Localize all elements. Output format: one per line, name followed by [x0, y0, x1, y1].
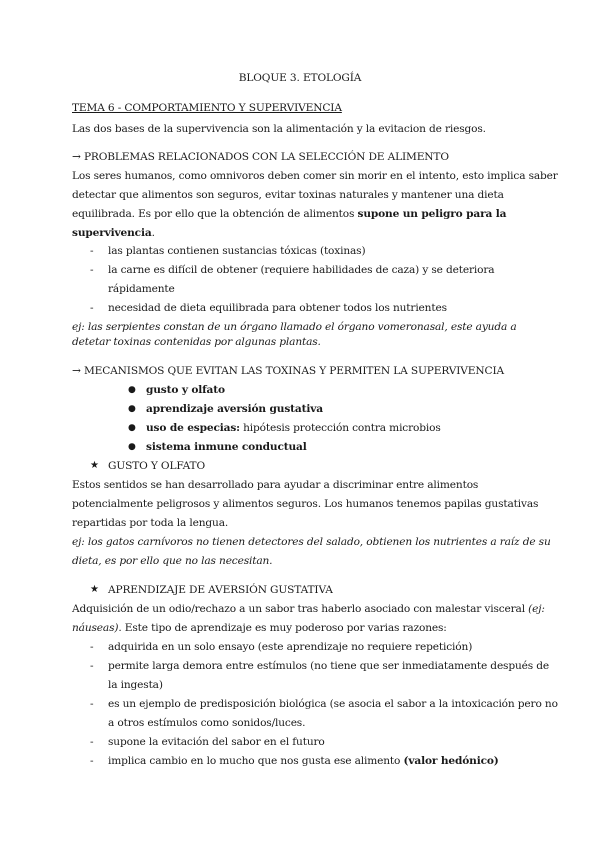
paragraph-line: potencialmente peligrosos y alimentos seguros. Los humanos tenemos papilas gustativas [72, 498, 539, 510]
bullet-item: sistema inmune conductual [146, 441, 307, 453]
dash-marker: - [90, 245, 94, 257]
paragraph-line: Los seres humanos, como omnivoros deben comer sin morir en el intento, esto implica saber [72, 170, 558, 182]
section-heading-problemas: → PROBLEMAS RELACIONADOS CON LA SELECCIÓN DE ALIMENTO [72, 151, 449, 163]
list-item: implica cambio en lo mucho que nos gusta ese alimento (valor hedónico) [108, 755, 499, 767]
dash-marker: - [90, 755, 94, 767]
bullet-marker: ● [128, 385, 136, 395]
bullet-marker: ● [128, 423, 136, 433]
dash-marker: - [90, 264, 94, 276]
star-icon: ★ [90, 460, 99, 471]
star-icon: ★ [90, 584, 99, 595]
bullet-marker: ● [128, 442, 136, 452]
list-item-continuation: la ingesta) [108, 679, 163, 691]
list-item-continuation: a otros estímulos como sonidos/luces. [108, 717, 306, 729]
intro-text: Las dos bases de la supervivencia son la alimentación y la evitacion de riesgos. [72, 123, 486, 135]
example-line: dieta, es por ello que no las necesitan. [72, 555, 273, 567]
bullet-marker: ● [128, 404, 136, 414]
list-item: la carne es difícil de obtener (requiere habilidades de caza) y se deteriora [108, 264, 495, 276]
subsection-heading-gusto: GUSTO Y OLFATO [108, 460, 205, 472]
tema-title: TEMA 6 - COMPORTAMIENTO Y SUPERVIVENCIA [72, 102, 342, 114]
list-item-continuation: rápidamente [108, 283, 175, 295]
list-item: es un ejemplo de predisposición biológica (se asocia el sabor a la intoxicación pero no [108, 698, 558, 710]
dash-marker: - [90, 302, 94, 314]
list-item: adquirida en un solo ensayo (este aprendizaje no requiere repetición) [108, 641, 473, 653]
list-item: supone la evitación del sabor en el futuro [108, 736, 325, 748]
dash-marker: - [90, 698, 94, 710]
bullet-item: uso de especias: hipótesis protección contra microbios [146, 422, 441, 434]
dash-marker: - [90, 641, 94, 653]
paragraph-line: Estos sentidos se han desarrollado para ayudar a discriminar entre alimentos [72, 479, 479, 491]
list-item: las plantas contienen sustancias tóxicas (toxinas) [108, 245, 366, 257]
dash-marker: - [90, 660, 94, 672]
section-heading-mecanismos: → MECANISMOS QUE EVITAN LAS TOXINAS Y PERMITEN LA SUPERVIVENCIA [72, 365, 504, 377]
paragraph-line: supervivencia. [72, 227, 155, 239]
example-line: ej: las serpientes constan de un órgano llamado el órgano vomeronasal, este ayuda a [72, 321, 517, 333]
subsection-heading-aversion: APRENDIZAJE DE AVERSIÓN GUSTATIVA [108, 584, 333, 596]
page-title: BLOQUE 3. ETOLOGÍA [238, 72, 362, 84]
paragraph-line: náuseas). Este tipo de aprendizaje es muy poderoso por varias razones: [72, 622, 447, 634]
list-item: necesidad de dieta equilibrada para obtener todos los nutrientes [108, 302, 447, 314]
paragraph-line: detectar que alimentos son seguros, evitar toxinas naturales y mantener una dieta [72, 189, 504, 201]
list-item: permite larga demora entre estímulos (no tiene que ser inmediatamente después de [108, 660, 550, 672]
bullet-item: aprendizaje aversión gustativa [146, 403, 323, 415]
example-line: detetar toxinas contenidas por algunas plantas. [72, 336, 321, 348]
example-line: ej: los gatos carnívoros no tienen detectores del salado, obtienen los nutrientes a raíz de su [72, 536, 551, 548]
bullet-item: gusto y olfato [146, 384, 225, 396]
paragraph-line: Adquisición de un odio/rechazo a un sabor tras haberlo asociado con malestar visceral (ej: [72, 603, 545, 615]
paragraph-line: equilibrada. Es por ello que la obtención de alimentos supone un peligro para la [72, 208, 507, 220]
paragraph-line: repartidas por toda la lengua. [72, 517, 229, 529]
dash-marker: - [90, 736, 94, 748]
